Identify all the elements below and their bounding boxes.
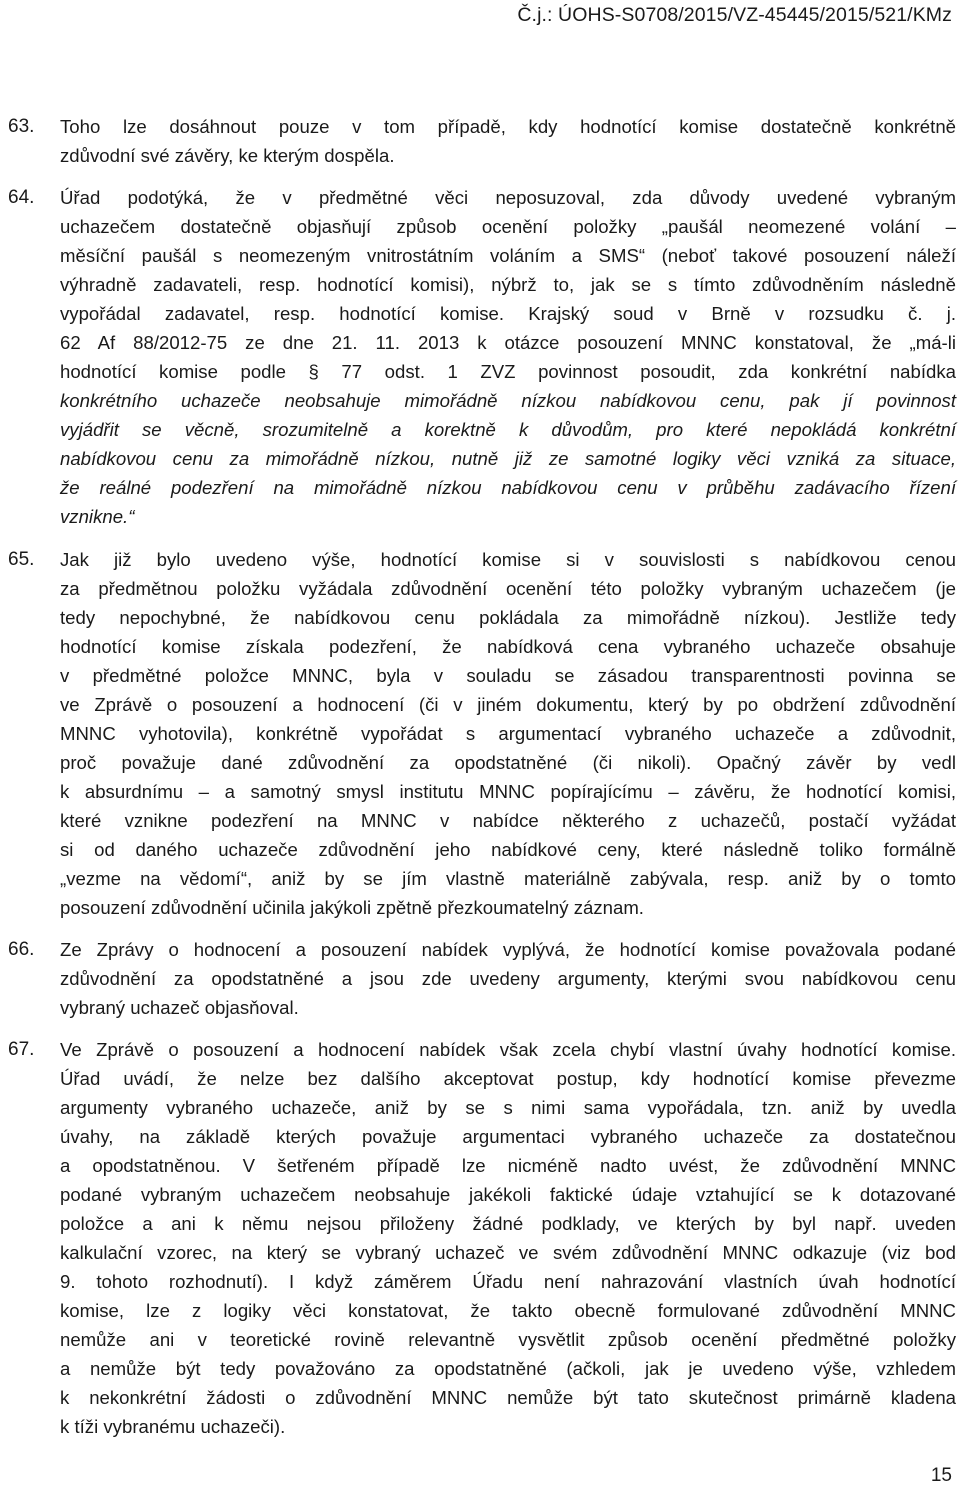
paragraph-line: vybraný uchazeč objasňoval. (60, 997, 299, 1018)
document-reference: Č.j.: ÚOHS-S0708/2015/VZ-45445/2015/521/KMz (517, 4, 952, 26)
paragraph-line: si od daného uchazeče zdůvodnění jeho nabídkové ceny, které následně toliko formálně (60, 839, 956, 860)
paragraph-line: Ve Zprávě o posouzení a hodnocení nabídek však zcela chybí vlastní úvahy hodnotící komise. (60, 1039, 956, 1060)
paragraph-line: a opodstatněnou. V šetřeném případě lze nicméně nadto uvést, že zdůvodnění MNNC (60, 1155, 956, 1176)
paragraph-line: komise, lze z logiky věci konstatovat, že takto obecně formulované zdůvodnění MNNC (60, 1300, 956, 1321)
paragraph-line: podané vybraným uchazečem neobsahuje jakékoli faktické údaje vztahující se k dotazované (60, 1184, 956, 1205)
paragraph-line: a nemůže být tedy považováno za opodstatněné (ačkoli, jak je uvedeno výše, vzhledem (60, 1358, 956, 1379)
paragraph-line: zdůvodní své závěry, ke kterým dospěla. (60, 145, 395, 166)
paragraph-line: Úřad podotýká, že v předmětné věci neposuzoval, zda důvody uvedené vybraným (60, 187, 956, 208)
paragraph-line: posouzení zdůvodnění učinila jakýkoli zpětně přezkoumatelný záznam. (60, 897, 644, 918)
paragraph-line: argumenty vybraného uchazeče, aniž by se s nimi sama vypořádala, tzn. aniž by uvedla (60, 1097, 956, 1118)
paragraph-line: Jak již bylo uvedeno výše, hodnotící komise si v souvislosti s nabídkovou cenou (60, 549, 956, 570)
quoted-line: konkrétního uchazeče neobsahuje mimořádně nízkou nabídkovou cenu, pak jí povinnost (60, 390, 956, 411)
quoted-line: vyjádřit se věcně, srozumitelně a korektně k důvodům, pro které nepokládá konkrétní (60, 419, 956, 440)
paragraph-line: MNNC vyhotovila), konkrétně vypořádat s argumentací vybraného uchazeče a zdůvodnit, (60, 723, 956, 744)
paragraph-line: zdůvodnění za opodstatněné a jsou zde uvedeny argumenty, kterými svou nabídkovou cenu (60, 968, 956, 989)
paragraph-number: 67. (8, 1039, 35, 1060)
quoted-line: vznikne.“ (60, 506, 135, 527)
paragraph-line: „vezme na vědomí“, aniž by se jím vlastně materiálně zabývala, resp. aniž by o tomto (60, 868, 956, 889)
paragraph-number: 65. (8, 549, 35, 570)
paragraph-line: 62 Af 88/2012-75 ze dne 21. 11. 2013 k otázce posouzení MNNC konstatoval, že „má-li (60, 332, 956, 353)
paragraph-line: za předmětnou položku vyžádala zdůvodnění ocenění této položky vybraným uchazečem (je (60, 578, 956, 599)
paragraph-line: proč považuje dané zdůvodnění za opodstatněné (či nikoli). Opačný závěr by vedl (60, 752, 956, 773)
paragraph-line: uchazečem dostatečně objasňují způsob ocenění položky „paušál neomezené volání – (60, 216, 956, 237)
quoted-line: že reálné podezření na mimořádně nízkou nabídkovou cenu v průběhu zadávacího řízení (60, 477, 956, 498)
paragraph-number: 63. (8, 116, 35, 137)
paragraph-line: k tíži vybranému uchazeči). (60, 1416, 286, 1437)
paragraph-line: Úřad uvádí, že nelze bez dalšího akceptovat postup, kdy hodnotící komise převezme (60, 1068, 956, 1089)
quoted-line: nabídkovou cenu za mimořádně nízkou, nutně již ze samotné logiky věci vzniká za situace, (60, 448, 956, 469)
paragraph-line: kalkulační vzorec, na který se vybraný uchazeč ve svém zdůvodnění MNNC odkazuje (viz bod (60, 1242, 956, 1263)
paragraph-line: k nekonkrétní žádosti o zdůvodnění MNNC nemůže být tato skutečnost primárně kladena (60, 1387, 956, 1408)
paragraph-line: nemůže ani v teoretické rovině relevantně vysvětlit způsob ocenění předmětné položky (60, 1329, 956, 1350)
paragraph-line: ve Zprávě o posouzení a hodnocení (či v jiném dokumentu, který by po obdržení zdůvodnění (60, 694, 956, 715)
paragraph-line: v předmětné položce MNNC, byla v souladu se zásadou transparentnosti povinna se (60, 665, 956, 686)
paragraph-line: hodnotící komise získala podezření, že nabídková cena vybraného uchazeče obsahuje (60, 636, 956, 657)
paragraph-line: měsíční paušál s neomezeným vnitrostátním voláním a SMS“ (neboť takové posouzení náleží (60, 245, 956, 266)
paragraph-line: hodnotící komise podle § 77 odst. 1 ZVZ povinnost posoudit, zda konkrétní nabídka (60, 361, 956, 382)
paragraph-line: tedy nepochybné, že nabídkovou cenu pokládala za mimořádně nízkou). Jestliže tedy (60, 607, 956, 628)
paragraph-line: výhradně zadavateli, resp. hodnotící komisi), nýbrž to, jak se s tímto zdůvodněním následně (60, 274, 956, 295)
paragraph-number: 64. (8, 187, 35, 208)
paragraph-number: 66. (8, 939, 35, 960)
paragraph-line: vypořádal zadavatel, resp. hodnotící komise. Krajský soud v Brně v rozsudku č. j. (60, 303, 956, 324)
page-number: 15 (930, 1465, 952, 1486)
paragraph-line: Ze Zprávy o hodnocení a posouzení nabídek vyplývá, že hodnotící komise považovala podané (60, 939, 956, 960)
paragraph-line: úvahy, na základě kterých považuje argumentaci vybraného uchazeče za dostatečnou (60, 1126, 956, 1147)
paragraph-line: které vznikne podezření na MNNC v nabídce některého z uchazečů, postačí vyžádat (60, 810, 956, 831)
paragraph-line: 9. tohoto rozhodnutí). I když záměrem Úřadu není nahrazování vlastních úvah hodnotící (60, 1271, 956, 1292)
paragraph-line: položce a ani k němu nejsou přiloženy žádné podklady, ve kterých by byl např. uveden (60, 1213, 956, 1234)
paragraph-line: k absurdnímu – a samotný smysl institutu MNNC popírajícímu – závěru, že hodnotící komisi, (60, 781, 956, 802)
paragraph-line: Toho lze dosáhnout pouze v tom případě, kdy hodnotící komise dostatečně konkrétně (60, 116, 956, 137)
